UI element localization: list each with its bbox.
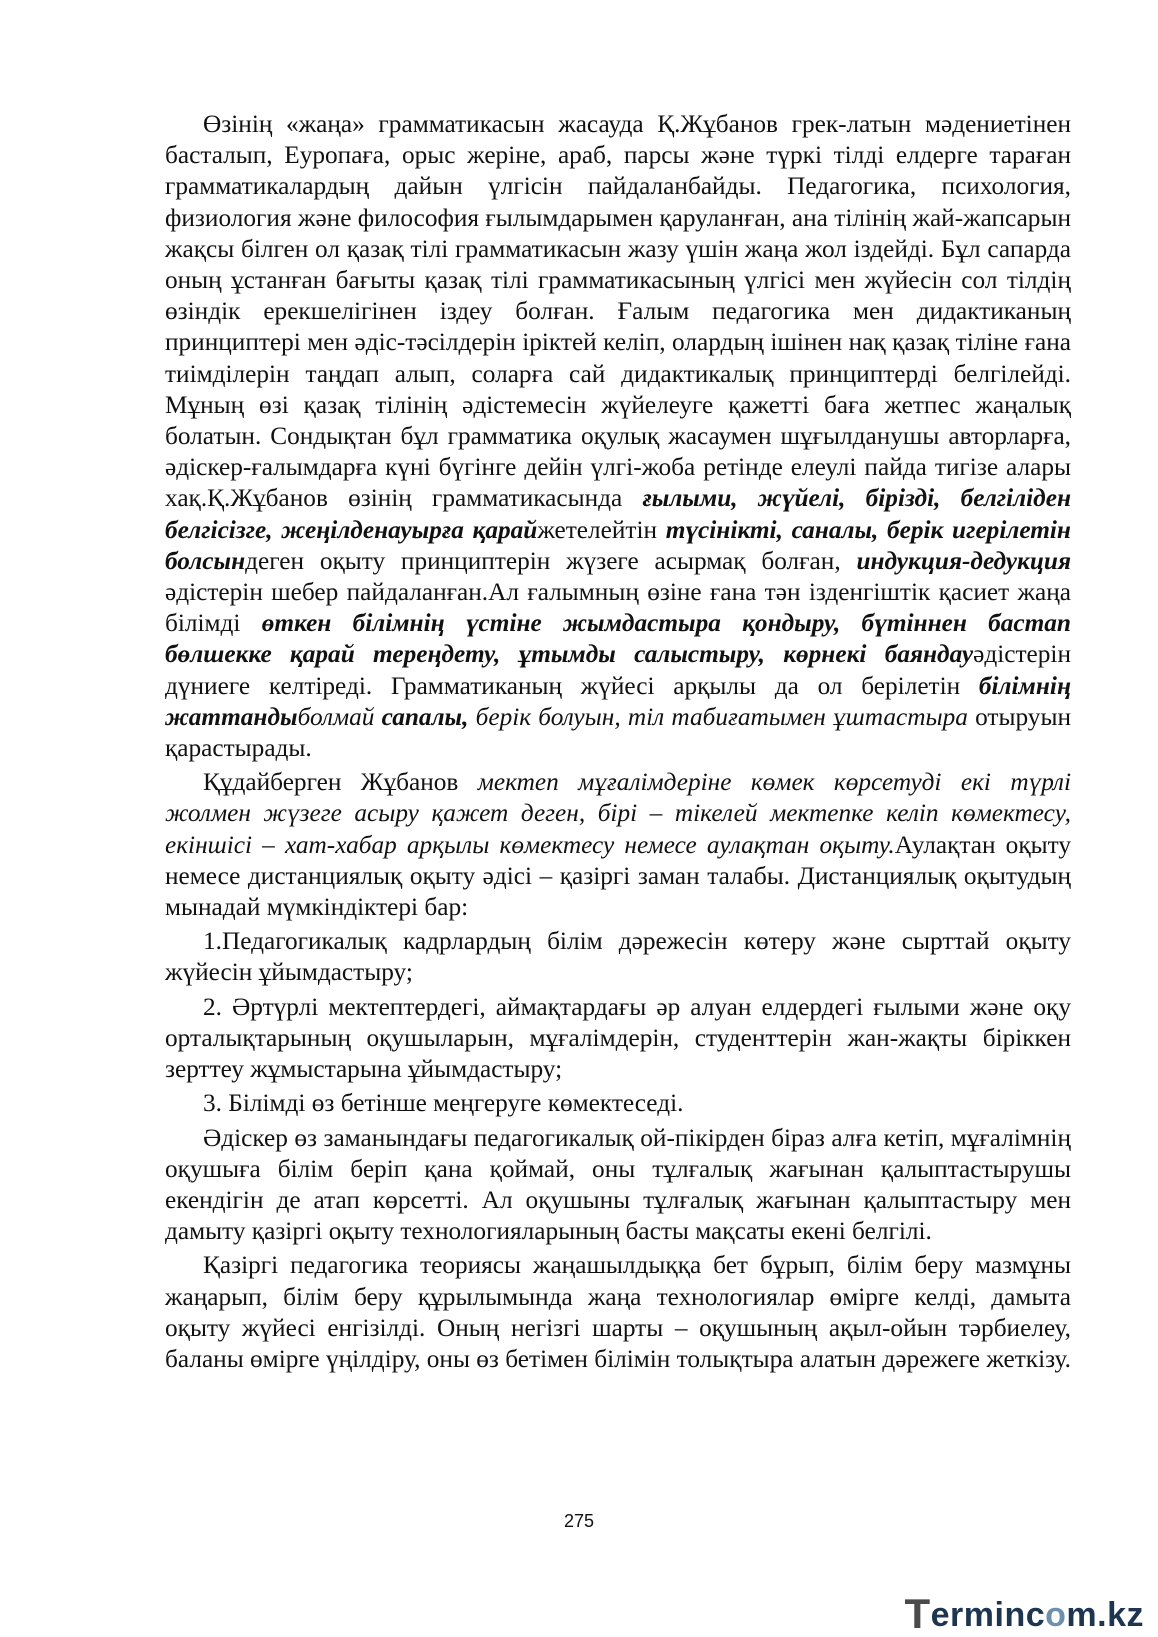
- text-run: сапалы,: [381, 702, 469, 731]
- text-run: отыруын қарастырады.: [165, 702, 1071, 763]
- text-run: әдістерін дүниеге келтіреді. Грамматиканың жүйесі арқылы да ол берілетін: [165, 640, 1071, 700]
- paragraph-4: [165, 1250, 1071, 1375]
- list-item-1: [165, 926, 1071, 988]
- text-run: 3. Білімді өз бетінше меңгеруге көмектеседі.: [203, 1089, 684, 1118]
- watermark-o-letter: o: [1045, 1596, 1067, 1634]
- text-run: индукция-дедукция: [856, 546, 1071, 575]
- paragraph-2: [165, 767, 1071, 923]
- text-run: Өзінің «жаңа» грамматикасын жасауда Қ.Жұбанов грек-латын мәдениетінен басталып, Еуропаға, орыс жеріне, араб, парсы және түркі тілді елдерге тараған грамматикалардың дайын үлгісін пайдаланбайды. Педагогика, психология, физиология және философия ғылымдарымен қаруланған, ана тілінің жай-жапсарын жақсы білген ол қазақ тілі грамматикасын жазу үшін жаңа жол іздейді. Бұл сапарда оның ұстанған бағыты қазақ тілі грамматикасының үлгісі мен жүйесін сол тілдің өзіндік ерекшелігінен іздеу болған. Ғалым педагогика мен дидактиканың принциптері мен әдіс-тәсілдерін іріктей келіп, олардың ішінен нақ қазақ тіліне ғана тиімділерін таңдап алып, соларға сай дидактикалық принциптерді белгілейді. Мұның өзі қазақ тілінің әдістемесін жүйелеуге қажетті баға жетпес жаңалық болатын. Сондықтан бұл грамматика оқулық жасаумен шұғылданушы авторларға, әдіскер-ғалымдарға күні бүгінге дейін үлгі-жоба ретінде елеулі пайда тигізе алары хақ.Қ.Жұбанов өзінің грамматикасында: [165, 110, 1071, 513]
- text-run: әдістерін шебер пайдаланған.Ал ғалымның өзіне ғана тән ізденгіштік қасиет жаңа білімді: [165, 578, 1071, 638]
- list-item-2: [165, 992, 1071, 1086]
- site-watermark-logo: [904, 1588, 1144, 1636]
- text-run: білімнің жаттанды: [165, 671, 1071, 731]
- document-body: [165, 109, 1071, 1378]
- list-item-3: [165, 1088, 1071, 1119]
- text-run: жетелейтін: [537, 515, 666, 544]
- paragraph-3: [165, 1123, 1071, 1248]
- text-run: мектеп мұғалімдеріне көмек көрсетуді екі түрлі жолмен жүзеге асыру қажет деген, бірі – тікелей мектепке келіп көмектесу, екіншісі – хат-хабар арқылы көмектесу немесе аулақтан оқыту.: [165, 768, 1071, 859]
- watermark-text-start: erminc: [930, 1596, 1046, 1634]
- text-run: түсінікті, саналы, берік игерілетін болсын: [165, 515, 1071, 575]
- text-run: ғылыми, жүйелі, бірізді, белгіліден белгісізге, жеңілденауырға қарай: [165, 484, 1071, 544]
- text-run: Әдіскер өз заманындағы педагогикалық ой-пікірден біраз алға кетіп, мұғалімнің оқушыға білім беріп қана қоймай, оны тұлғалық жағынан қалыптастырушы екендігін де атап көрсетті. Ал оқушыны тұлғалық жағынан қалыптастыру мен дамыту қазіргі оқыту технологияларының басты мақсаты екені белгілі.: [165, 1123, 1071, 1246]
- text-run: Құдайберген Жұбанов: [203, 768, 478, 797]
- text-run: Аулақтан оқыту немесе дистанциялық оқыту әдісі – қазіргі заман талабы. Дистанциялық оқытудың мынадай мүмкіндіктері бар:: [165, 830, 1071, 922]
- text-run: Қазіргі педагогика теориясы жаңашылдыққа бет бұрып, білім беру мазмұны жаңарып, білім беру құрылымында жаңа технологиялар өмірге келді, дамыта оқыту жүйесі енгізілді. Оның негізгі шарты – оқушының ақыл-ойын тәрбиелеу, баланы өмірге үңілдіру, оны өз бетімен білімін толықтыра алатын дәрежеге жеткізу.: [165, 1251, 1071, 1373]
- text-run: деген оқыту принциптерін жүзеге асырмақ болған,: [245, 546, 857, 575]
- paragraph-1: [165, 109, 1071, 764]
- text-run: 1.Педагогикалық кадрлардың білім дәрежесін көтеру және сырттай оқыту жүйесін ұйымдастыру;: [165, 927, 1071, 987]
- watermark-t-letter: T: [904, 1590, 931, 1637]
- text-run: өткен білімнің үстіне жымдастыра қондыру, бүтіннен бастап бөлшекке қарай тереңдету, ұтымды салыстыру, көрнекі баяндау: [165, 609, 1071, 669]
- text-run: болмай: [297, 702, 382, 731]
- text-run: 2. Әртүрлі мектептердегі, аймақтардағы әр алуан елдердегі ғылыми және оқу орталықтарының оқушыларын, мұғалімдерін, студенттерін жан-жақты біріккен зерттеу жұмыстарына ұйымдастыру;: [165, 992, 1071, 1084]
- watermark-text-end: m.kz: [1066, 1596, 1144, 1634]
- text-run: берік болуын, тіл табиғатымен ұштастыра: [468, 702, 968, 731]
- page-number: 275: [563, 1511, 595, 1531]
